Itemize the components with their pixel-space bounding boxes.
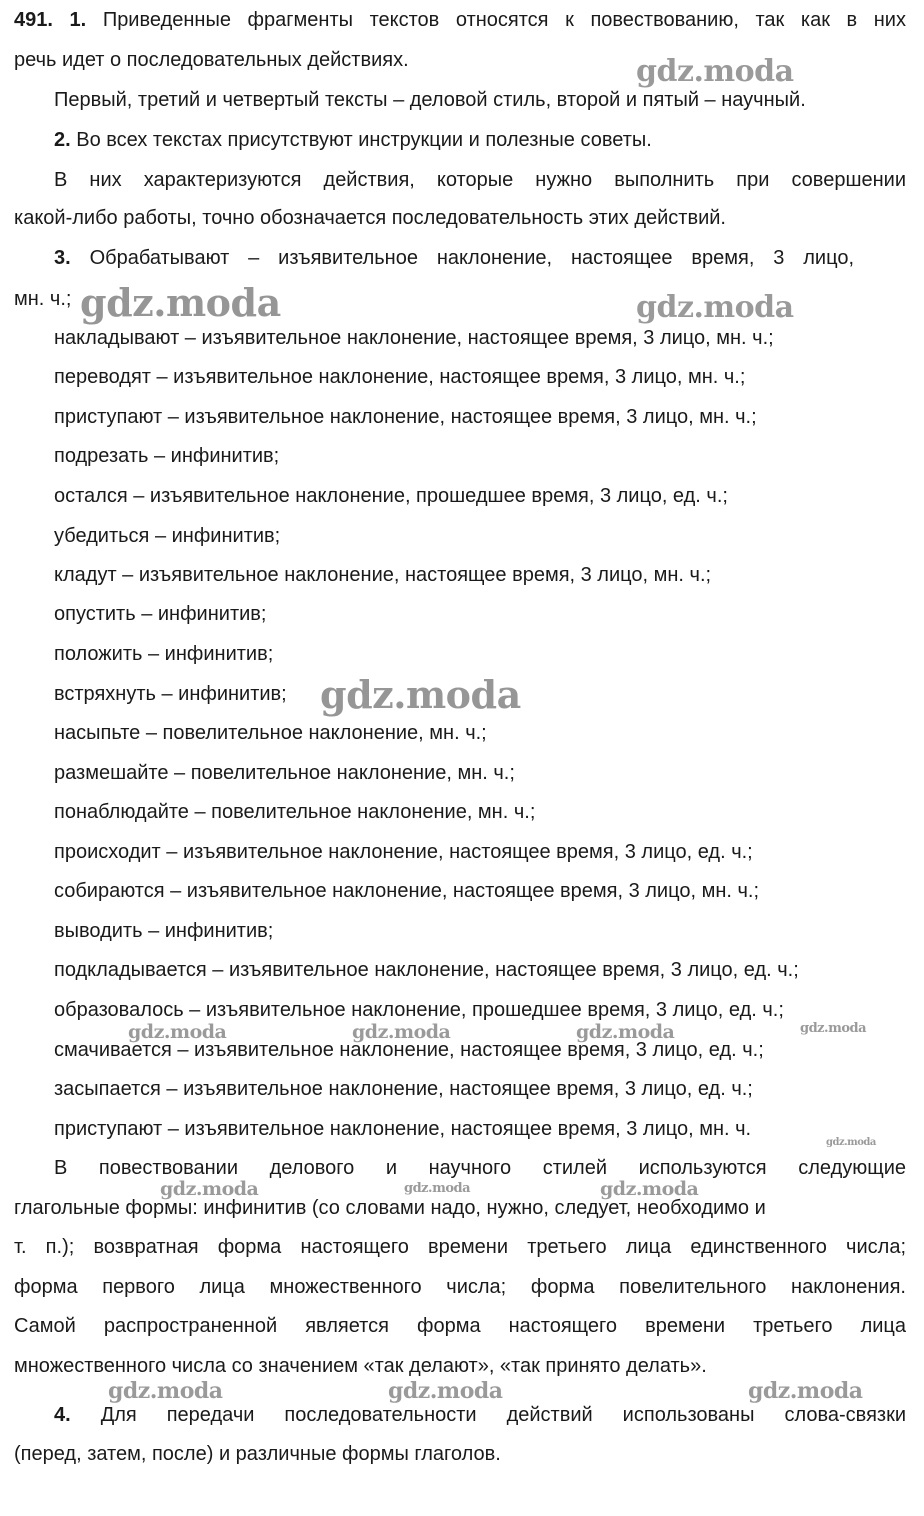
watermark: gdz.moda bbox=[108, 1378, 223, 1404]
list-item: кладут – изъявительное наклонение, настоящее время, 3 лицо, мн. ч.; bbox=[54, 564, 712, 586]
section-3-summary-line-3: т. п.); возвратная форма настоящего времени третьего лица единственного числа; bbox=[14, 1236, 906, 1258]
section-3-text: Обрабатывают – изъявительное наклонение, настоящее время, 3 лицо, bbox=[89, 247, 855, 269]
section-2-number: 2. bbox=[54, 129, 71, 151]
section-3-summary-line-4: форма первого лица множественного числа; форма повелительного наклонения. bbox=[14, 1276, 906, 1298]
list-item: остался – изъявительное наклонение, прошедшее время, 3 лицо, ед. ч.; bbox=[54, 485, 728, 507]
section-3-summary-line-5: Самой распространенной является форма настоящего времени третьего лица bbox=[14, 1315, 906, 1337]
list-item: насыпьте – повелительное наклонение, мн. ч.; bbox=[54, 722, 487, 744]
watermark: gdz.moda bbox=[160, 1178, 259, 1200]
list-item: образовалось – изъявительное наклонение, прошедшее время, 3 лицо, ед. ч.; bbox=[54, 999, 784, 1021]
section-4-line-2: (перед, затем, после) и различные формы глаголов. bbox=[14, 1443, 501, 1465]
list-item: накладывают – изъявительное наклонение, настоящее время, 3 лицо, мн. ч.; bbox=[54, 327, 774, 349]
list-item: выводить – инфинитив; bbox=[54, 920, 274, 942]
list-item: положить – инфинитив; bbox=[54, 643, 274, 665]
list-item: собираются – изъявительное наклонение, настоящее время, 3 лицо, мн. ч.; bbox=[54, 880, 760, 902]
section-3-line-1 bbox=[54, 246, 854, 270]
section-4-number: 4. bbox=[54, 1404, 71, 1426]
section-2-text: Во всех текстах присутствуют инструкции и полезные советы. bbox=[76, 129, 652, 151]
section-1-line-2: речь идет о последовательных действиях. bbox=[14, 49, 409, 71]
list-item: переводят – изъявительное наклонение, настоящее время, 3 лицо, мн. ч.; bbox=[54, 366, 746, 388]
watermark: gdz.moda bbox=[636, 290, 794, 325]
watermark: gdz.moda bbox=[128, 1021, 227, 1043]
watermark: gdz.moda bbox=[826, 1137, 876, 1148]
section-3-summary-line-1: В повествовании делового и научного стилей используются следующие bbox=[54, 1157, 906, 1179]
section-1-line-3: Первый, третий и четвертый тексты – деловой стиль, второй и пятый – научный. bbox=[54, 89, 806, 111]
watermark: gdz.moda bbox=[600, 1178, 699, 1200]
watermark: gdz.moda bbox=[320, 672, 521, 717]
section-3-summary-line-6: множественного числа со значением «так делают», «так принято делать». bbox=[14, 1355, 707, 1377]
section-3-summary-line-2: глагольные формы: инфинитив (со словами надо, нужно, следует, необходимо и bbox=[14, 1197, 766, 1219]
task-number: 491. bbox=[14, 9, 53, 31]
section-1-number: 1. bbox=[69, 9, 87, 31]
section-1-text: Приведенные фрагменты текстов относятся к повествованию, так как в них bbox=[102, 9, 906, 31]
list-item: понаблюдайте – повелительное наклонение, мн. ч.; bbox=[54, 801, 536, 823]
section-2-line-3: какой-либо работы, точно обозначается последовательность этих действий. bbox=[14, 207, 726, 229]
watermark: gdz.moda bbox=[636, 54, 794, 89]
watermark: gdz.moda bbox=[748, 1378, 863, 1404]
watermark: gdz.moda bbox=[388, 1378, 503, 1404]
list-item: происходит – изъявительное наклонение, настоящее время, 3 лицо, ед. ч.; bbox=[54, 841, 753, 863]
watermark: gdz.moda bbox=[352, 1021, 451, 1043]
section-3-number: 3. bbox=[54, 247, 71, 269]
list-item: приступают – изъявительное наклонение, настоящее время, 3 лицо, мн. ч.; bbox=[54, 406, 757, 428]
list-item: подрезать – инфинитив; bbox=[54, 445, 280, 467]
list-item: размешайте – повелительное наклонение, мн. ч.; bbox=[54, 762, 515, 784]
list-item: смачивается – изъявительное наклонение, настоящее время, 3 лицо, ед. ч.; bbox=[54, 1039, 764, 1061]
section-3-line-2: мн. ч.; bbox=[14, 288, 72, 310]
section-2-line-1 bbox=[54, 128, 652, 152]
watermark: gdz.moda bbox=[576, 1021, 675, 1043]
section-1-line-1 bbox=[14, 8, 906, 32]
list-item: подкладывается – изъявительное наклонение, настоящее время, 3 лицо, ед. ч.; bbox=[54, 959, 799, 981]
watermark: gdz.moda bbox=[404, 1181, 471, 1196]
section-4-text: Для передачи последовательности действий использованы слова-связки bbox=[100, 1404, 906, 1426]
section-4-line-1 bbox=[54, 1403, 906, 1427]
list-item: опустить – инфинитив; bbox=[54, 603, 267, 625]
list-item: приступают – изъявительное наклонение, настоящее время, 3 лицо, мн. ч. bbox=[54, 1118, 752, 1140]
list-item: убедиться – инфинитив; bbox=[54, 525, 281, 547]
section-2-line-2: В них характеризуются действия, которые нужно выполнить при совершении bbox=[54, 169, 906, 191]
list-item: засыпается – изъявительное наклонение, настоящее время, 3 лицо, ед. ч.; bbox=[54, 1078, 753, 1100]
list-item: встряхнуть – инфинитив; bbox=[54, 683, 287, 705]
watermark: gdz.moda bbox=[800, 1021, 867, 1036]
watermark: gdz.moda bbox=[80, 280, 281, 325]
